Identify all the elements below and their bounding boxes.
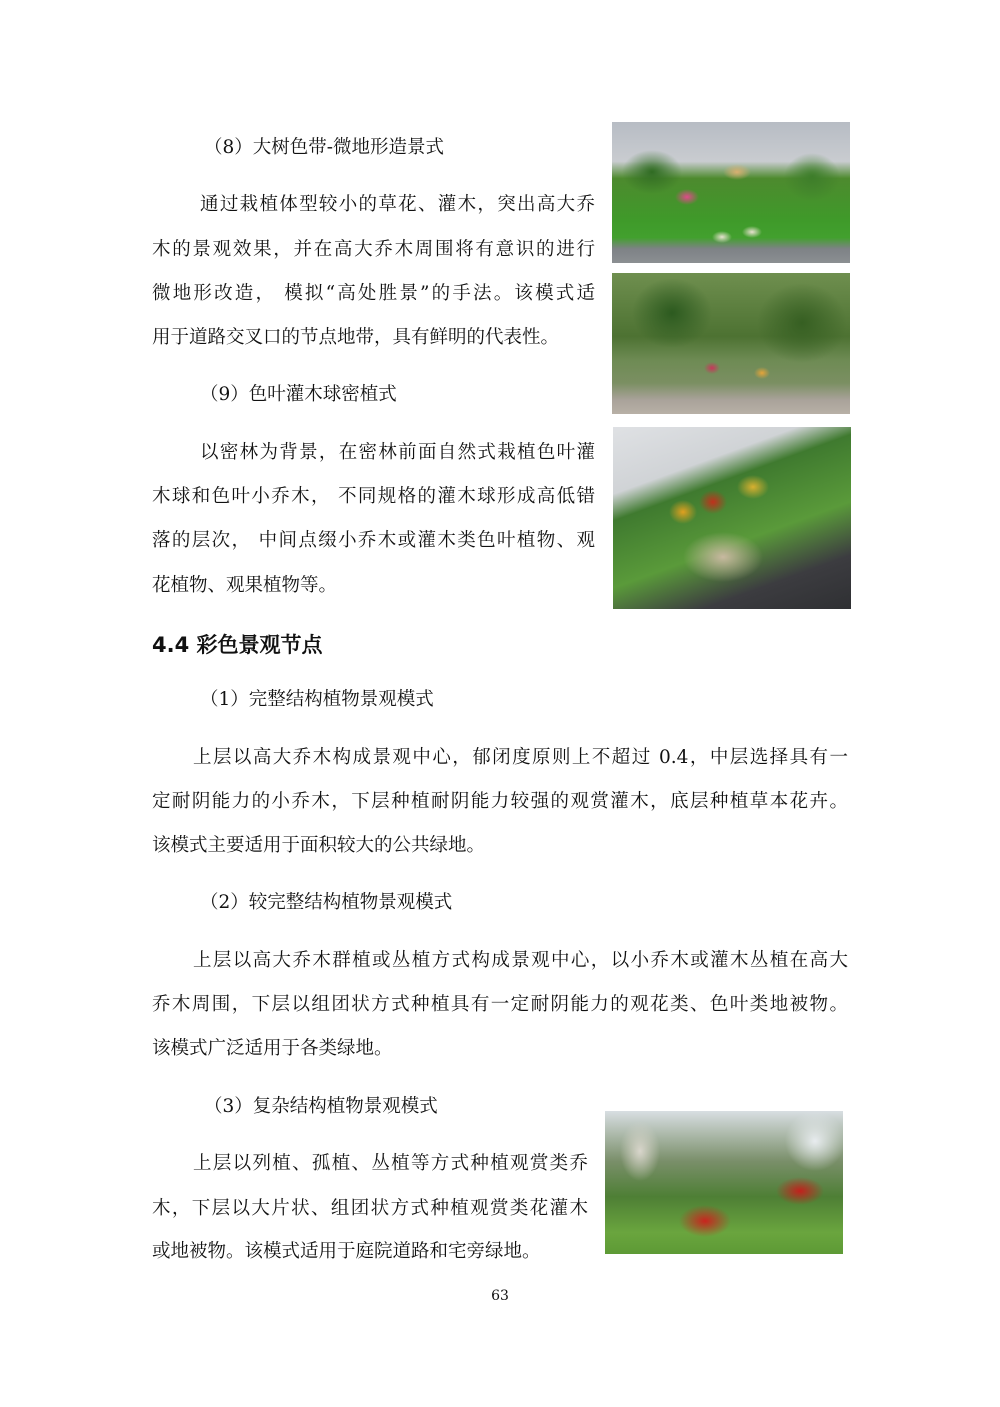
- paragraph-line: 用于道路交叉口的节点地带，具有鲜明的代表性。: [152, 327, 560, 348]
- paragraph-line: 木，下层以大片状、组团状方式种植观赏类花灌木: [152, 1198, 588, 1219]
- section-9-title: （9）色叶灌木球密植式: [200, 384, 397, 405]
- paragraph-line: 上层以列植、孤植、丛植等方式种植观赏类乔: [193, 1153, 588, 1174]
- mode-1-title: （1）完整结构植物景观模式: [200, 689, 434, 710]
- landscape-rendering-aerial: [613, 427, 851, 609]
- paragraph-line: 木的景观效果，并在高大乔木周围将有意识的进行: [152, 239, 595, 260]
- landscape-photo-courtyard: [605, 1111, 843, 1254]
- paragraph-line: 微地形改造， 模拟“高处胜景”的手法。该模式适: [152, 283, 595, 304]
- section-heading: 4.4 彩色景观节点: [152, 633, 323, 657]
- landscape-photo-gazebo: [612, 122, 850, 263]
- paragraph-line: 木球和色叶小乔木， 不同规格的灌木球形成高低错: [152, 486, 595, 507]
- paragraph-line: 乔木周围，下层以组团状方式种植具有一定耐阴能力的观花类、色叶类地被物。: [152, 994, 848, 1015]
- mode-2-title: （2）较完整结构植物景观模式: [200, 892, 453, 913]
- paragraph-line: 落的层次， 中间点缀小乔木或灌木类色叶植物、观: [152, 530, 595, 551]
- mode-3-title: （3）复杂结构植物景观模式: [204, 1096, 438, 1117]
- paragraph-line: 定耐阴能力的小乔木，下层种植耐阴能力较强的观赏灌木，底层种植草本花卉。: [152, 791, 848, 812]
- paragraph-line: 该模式广泛适用于各类绿地。: [152, 1038, 393, 1059]
- paragraph-line: 以密林为背景，在密林前面自然式栽植色叶灌: [200, 442, 595, 463]
- paragraph-line: 或地被物。该模式适用于庭院道路和宅旁绿地。: [152, 1241, 541, 1262]
- landscape-photo-flower-border: [612, 273, 850, 414]
- paragraph-line: 上层以高大乔木群植或丛植方式构成景观中心，以小乔木或灌木丛植在高大: [193, 950, 848, 971]
- paragraph-line: 该模式主要适用于面积较大的公共绿地。: [152, 835, 486, 856]
- section-8-title: （8）大树色带-微地形造景式: [204, 137, 445, 158]
- paragraph-line: 上层以高大乔木构成景观中心，郁闭度原则上不超过 0.4，中层选择具有一: [193, 747, 848, 768]
- paragraph-line: 通过栽植体型较小的草花、灌木，突出高大乔: [200, 194, 595, 215]
- paragraph-line: 花植物、观果植物等。: [152, 575, 338, 596]
- page-number: 63: [491, 1288, 509, 1304]
